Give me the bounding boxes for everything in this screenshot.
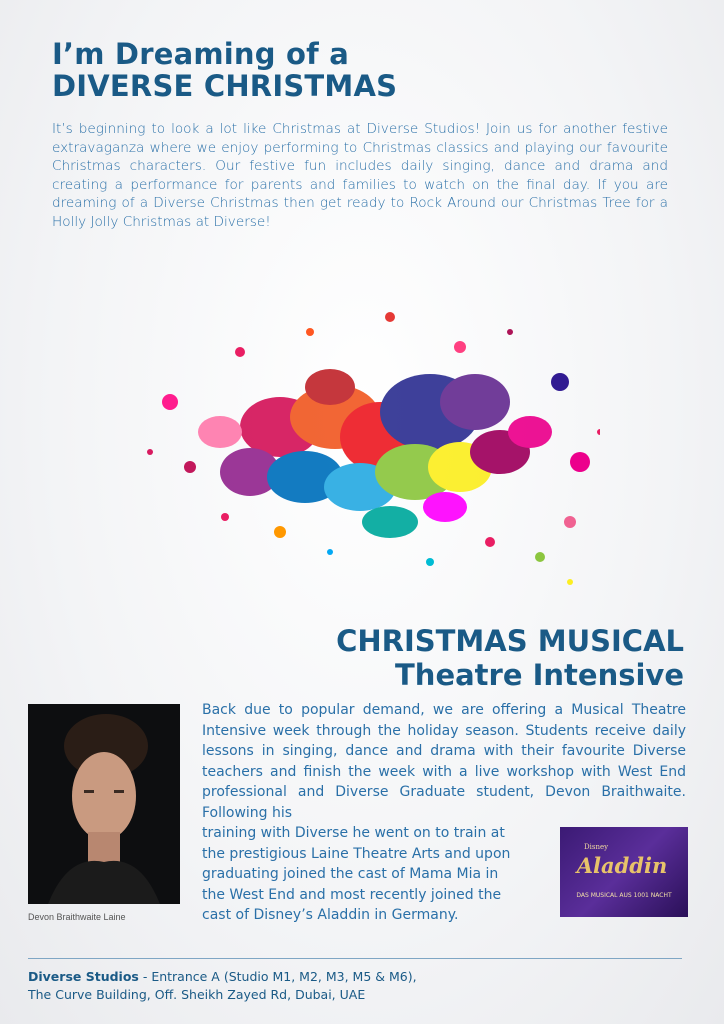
aladdin-poster-image	[560, 827, 688, 917]
section2-title-line2: Theatre Intensive	[395, 658, 684, 692]
paragraph-line: the West End and most recently joined the	[202, 886, 502, 903]
footer-address-line2: The Curve Building, Off. Sheikh Zayed Rd, Dubai, UAE	[28, 987, 366, 1002]
devon-portrait-photo	[28, 704, 180, 904]
main-title-line1: I’m Dreaming of a	[52, 37, 349, 71]
paragraph-line: cast of Disney’s Aladdin in Germany.	[202, 907, 459, 923]
footer-address	[28, 968, 417, 1004]
paragraph-line: graduating joined the cast of Mama Mia in	[202, 866, 499, 882]
main-title	[52, 38, 397, 102]
musical-paragraph-part1: Back due to popular demand, we are offering a Musical Theatre Intensive week through the holiday season. Students receive daily lessons in singing, dance and drama with their favourite Diverse teachers and finish the week with a live workshop with West End professional and Diverse Graduate student, Devon Braithwaite. Following his	[202, 702, 686, 821]
intro-paragraph: It’s beginning to look a lot like Christmas at Diverse Studios! Join us for another festive extravaganza where we enjoy performing to Christmas classics and playing our favourite Christmas characters. Our festive fun includes daily singing, dance and drama and creating a performance for parents and families to watch on the final day. If you are dreaming of a Diverse Christmas then get ready to Rock Around our Christmas Tree for a Holly Jolly Christmas at Diverse!	[52, 121, 668, 230]
poster-brand: Disney	[584, 843, 609, 851]
section2-title-line1: CHRISTMAS MUSICAL	[336, 624, 684, 658]
paragraph-line: the prestigious Laine Theatre Arts and upon	[202, 845, 511, 862]
paragraph-line: training with Diverse he went on to train at	[202, 825, 505, 841]
paint-splash-image	[130, 292, 600, 602]
main-title-line2: DIVERSE CHRISTMAS	[52, 69, 398, 103]
photo-caption: Devon Braithwaite Laine	[28, 912, 126, 922]
poster-title: Aladdin	[576, 853, 668, 878]
footer-address-line1: - Entrance A (Studio M1, M2, M3, M5 & M6),	[138, 969, 417, 984]
footer-divider	[28, 958, 682, 959]
footer-company-name: Diverse Studios	[28, 969, 139, 984]
section2-title	[336, 624, 684, 692]
poster-subtitle: DAS MUSICAL AUS 1001 NACHT	[576, 892, 672, 899]
